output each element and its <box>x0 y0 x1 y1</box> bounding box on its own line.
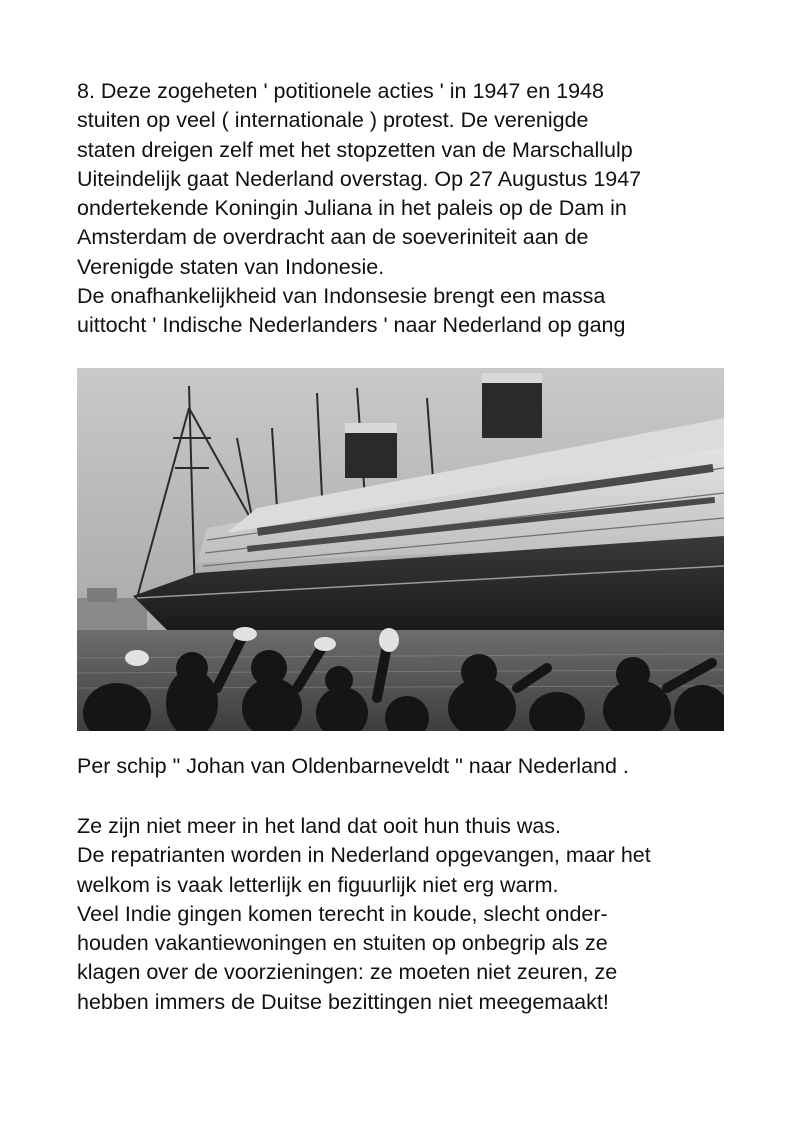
intro-line: De onafhankelijkheid van Indonsesie brengt een massa <box>77 284 606 309</box>
photo-caption <box>77 752 737 781</box>
outro-line: Ze zijn niet meer in het land dat ooit hun thuis was. <box>77 814 562 838</box>
ship-photo <box>77 368 724 731</box>
intro-line: uittocht ' Indische Nederlanders ' naar Nederland op gang <box>77 313 626 338</box>
caption-text: Per schip " Johan van Oldenbarneveldt " naar Nederland . <box>77 754 629 778</box>
outro-line: hebben immers de Duitse bezittingen niet meegemaakt! <box>77 989 609 1014</box>
intro-line: staten dreigen zelf met het stopzetten van de Marschallulp <box>77 137 633 162</box>
intro-line: 8. Deze zogeheten ' potitionele acties ' in 1947 en 1948 <box>77 79 604 103</box>
intro-line: Verenigde staten van Indonesie. <box>77 254 385 279</box>
intro-line: stuiten op veel ( internationale ) protest. De verenigde <box>77 108 589 133</box>
outro-line: welkom is vaak letterlijk en figuurlijk niet erg warm. <box>77 872 559 897</box>
intro-paragraph <box>77 77 737 341</box>
outro-line: klagen over de voorzieningen: ze moeten niet zeuren, ze <box>77 960 618 985</box>
outro-line: houden vakantiewoningen en stuiten op onbegrip als ze <box>77 931 608 956</box>
intro-line: ondertekende Koningin Juliana in het paleis op de Dam in <box>77 196 627 221</box>
intro-line: Amsterdam de overdracht aan de soeveriniteit aan de <box>77 225 589 250</box>
outro-paragraph <box>77 812 737 1017</box>
intro-line: Uiteindelijk gaat Nederland overstag. Op 27 Augustus 1947 <box>77 166 642 191</box>
outro-line: Veel Indie gingen komen terecht in koude, slecht onder- <box>77 901 608 926</box>
outro-line: De repatrianten worden in Nederland opgevangen, maar het <box>77 843 651 868</box>
ship-illustration <box>77 368 724 731</box>
